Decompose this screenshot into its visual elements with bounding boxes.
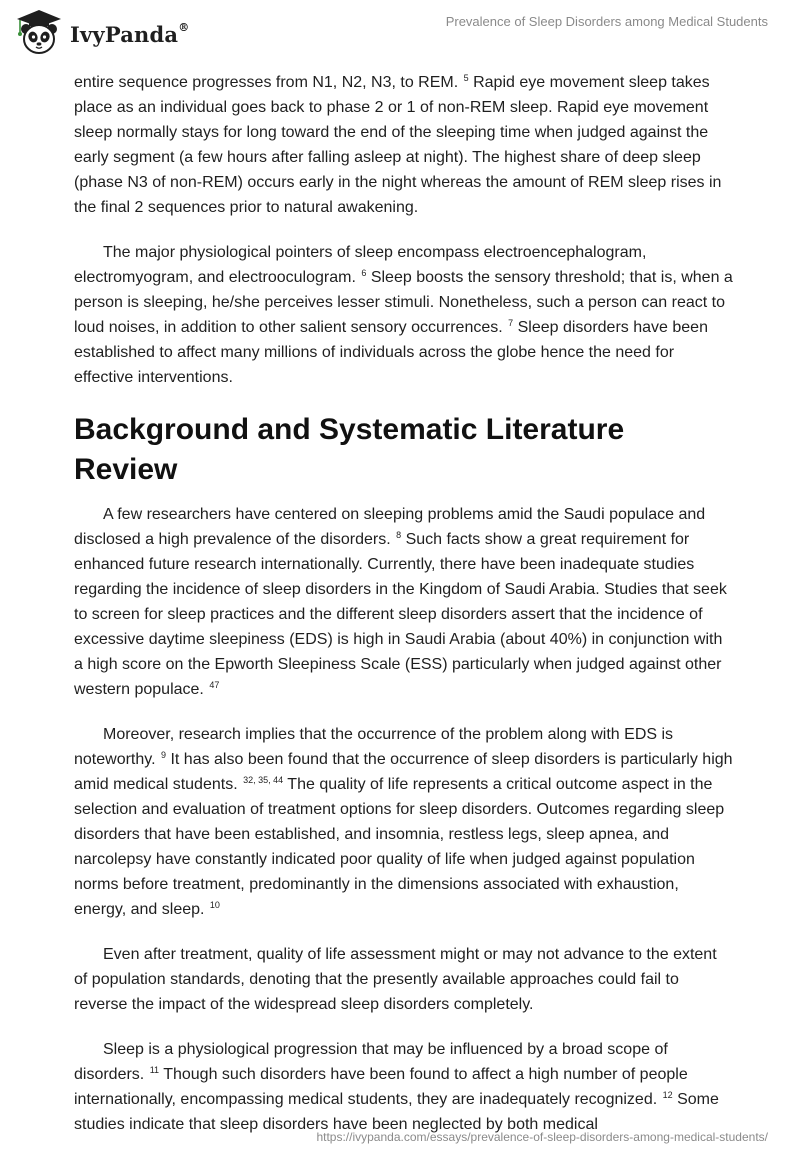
citation-32-35-44: 32, 35, 44 <box>243 775 284 785</box>
paragraph-3: A few researchers have centered on sleeping problems amid the Saudi populace and disclosed a high prevalence of the disorders. $^8$ Such facts show a great requirement for enhanced future research internationally. Currently, there have been inadequate studies regarding the incidence of sleep disorders in the Kingdom of Saudi Arabia. Studies that seek to screen for sleep practices and the different sleep disorders assert that the incidence of excessive daytime sleepiness (EDS) is high in Saudi Arabia (about 40%) in conjunction with a high score on the Epworth Sleepiness Scale (ESS) particularly when judged against other western populace. $^{47}$ <box>74 506 727 698</box>
citation-7: 7 <box>508 318 514 328</box>
citation-12: 12 <box>662 1090 673 1100</box>
paragraph-2: The major physiological pointers of sleep encompass electroencephalogram, electromyogram, and electrooculogram. $^6$ Sleep boosts the sensory threshold; that is, when a person is sleeping, he/she perceives lesser stimuli. Nonetheless, such a person can react to loud noises, in addition to other salient sensory occurrences. $^7$ Sleep disorders have been established to affect many millions of individuals across the globe hence the need for effective interventions. <box>74 244 733 386</box>
logo-wordmark: IvyPanda® <box>70 20 190 47</box>
paragraph-5: Even after treatment, quality of life assessment might or may not advance to the extent of population standards, denoting that the presently available approaches could fail to reverse the impact of the widespread sleep disorders completely. <box>74 946 717 1013</box>
panda-graduate-icon <box>14 8 64 56</box>
paragraph-4: Moreover, research implies that the occurrence of the problem along with EDS is noteworthy. $^9$ It has also been found that the occurrence of sleep disorders is particularly high amid medical students. $^{32, 35, 44}$ The quality of life represents a critical outcome aspect in the selection and evaluation of treatment options for sleep disorders. Outcomes regarding sleep disorders that have been established, and insomnia, restless legs, sleep apnea, and narcolepsy have constantly indicated poor quality of life when judged against population norms before treatment, predominantly in the dimensions associated with exhaustion, energy, and sleep. $^{10}$ <box>74 726 733 918</box>
ivypanda-logo[interactable] <box>14 8 189 56</box>
citation-9: 9 <box>160 750 166 760</box>
source-url[interactable]: https://ivypanda.com/essays/prevalence-of-sleep-disorders-among-medical-students/ <box>316 1130 768 1144</box>
citation-10: 10 <box>209 900 220 910</box>
citation-47: 47 <box>209 680 220 690</box>
registered-mark: ® <box>178 20 190 34</box>
section-heading: Background and Systematic Literature Review <box>74 413 625 486</box>
citation-6: 6 <box>361 268 367 278</box>
running-title: Prevalence of Sleep Disorders among Medical Students <box>445 14 768 29</box>
page-header <box>0 0 800 62</box>
paragraph-1: entire sequence progresses from N1, N2, N3, to REM. $^5$ Rapid eye movement sleep takes place as an individual goes back to phase 2 or 1 of non-REM sleep. Rapid eye movement sleep normally stays for long toward the end of the sleeping time when judged against the early segment (a few hours after falling asleep at night). The highest share of deep sleep (phase N3 of non-REM) occurs early in the night whereas the amount of REM sleep rises in the final 2 sequences prior to natural awakening. <box>74 73 722 216</box>
citation-5: 5 <box>463 73 469 83</box>
citation-11: 11 <box>149 1065 160 1075</box>
paragraph-6: Sleep is a physiological progression that may be influenced by a broad scope of disorders. $^{11}$ Though such disorders have been found to affect a high number of people internationally, encompassing medical students, they are inadequately recognized. $^{12}$ Some studies indicate that sleep disorders have been neglected by both medical <box>74 1041 719 1133</box>
citation-8: 8 <box>396 530 402 540</box>
essay-body <box>74 70 734 1157</box>
